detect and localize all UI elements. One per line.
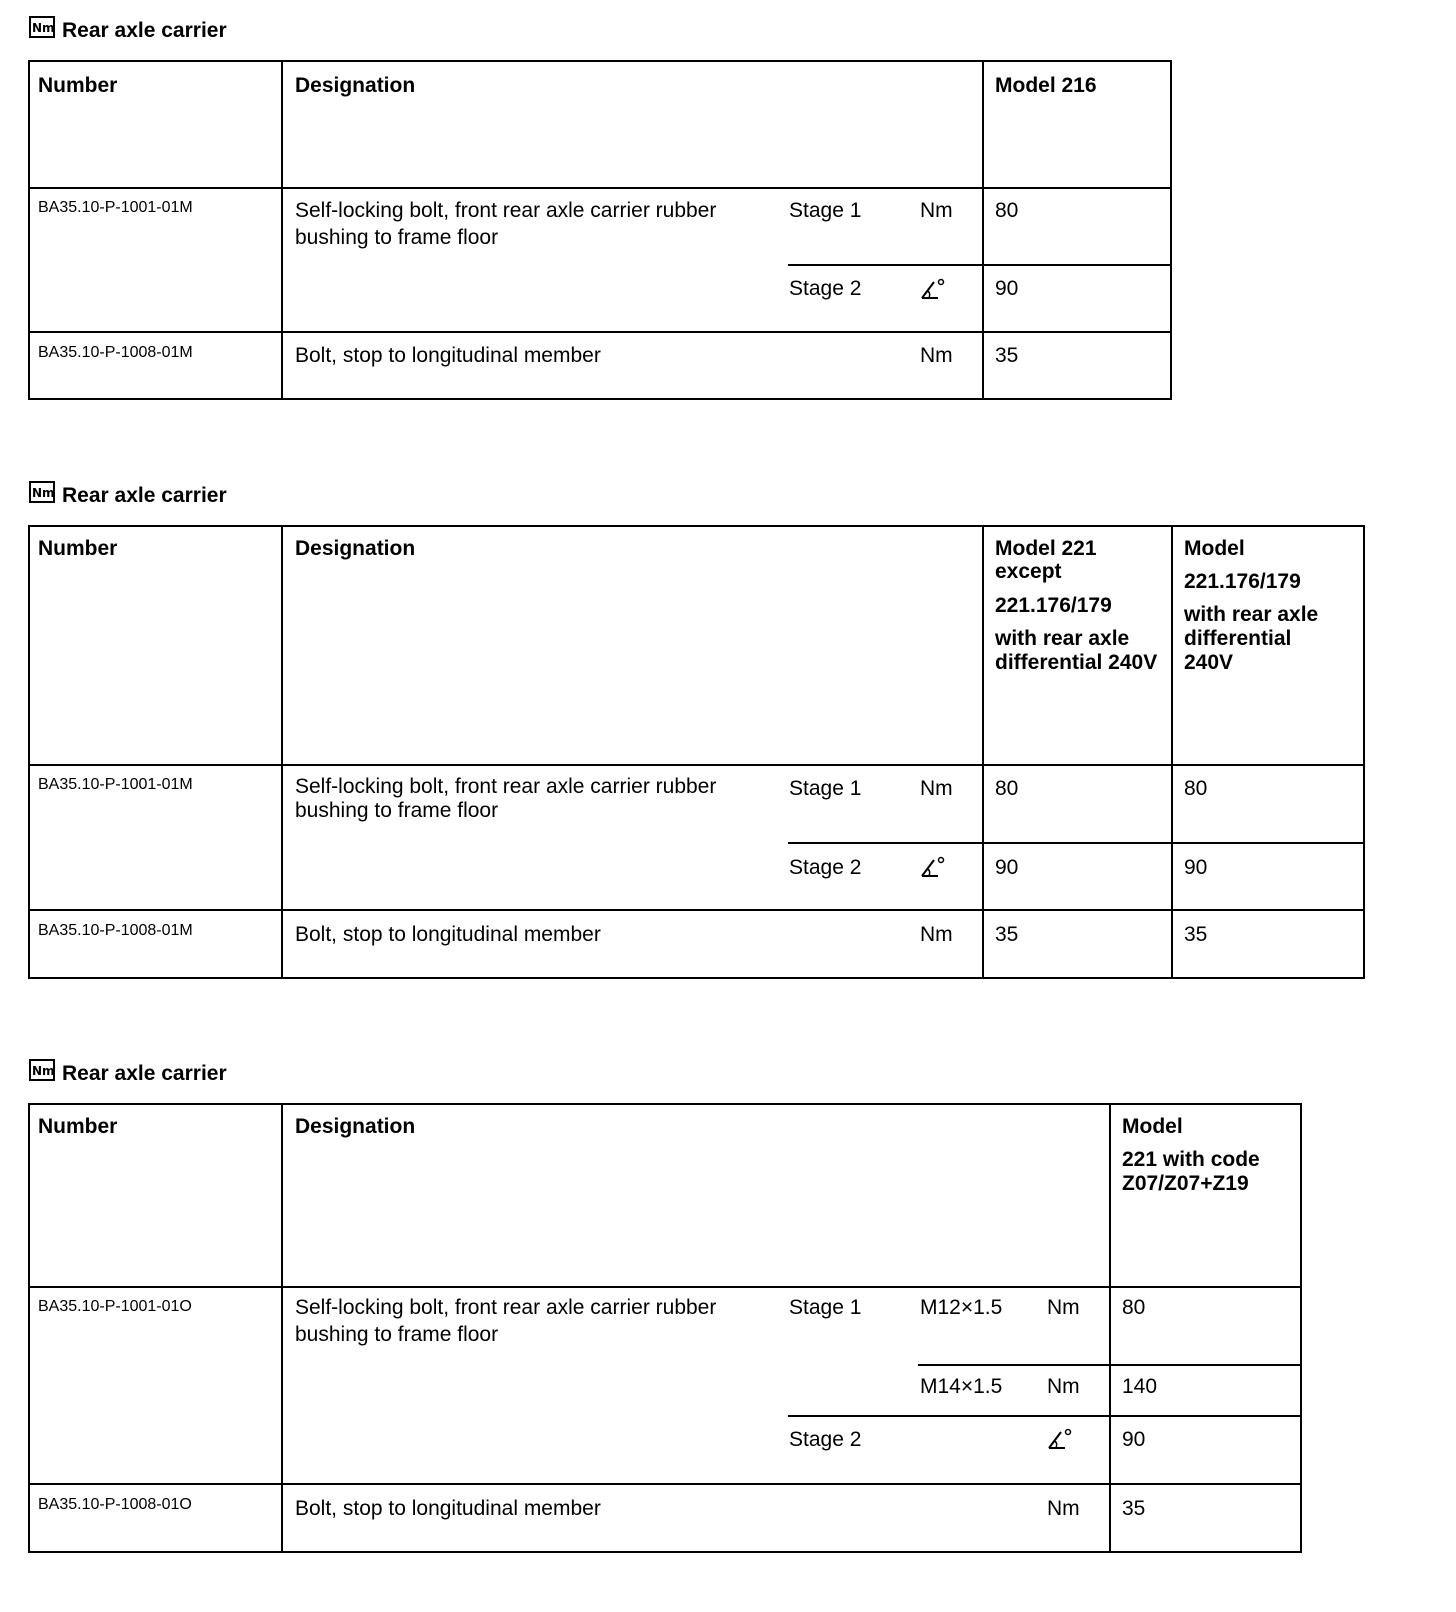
header-model-line: 221.176/179 <box>995 594 1112 617</box>
header-model-line: Model <box>1122 1115 1183 1138</box>
svg-text:Nm: Nm <box>32 21 55 35</box>
section-title: Rear axle carrier <box>62 1062 227 1085</box>
nm-icon <box>29 1059 55 1081</box>
svg-text:Nm: Nm <box>32 486 55 500</box>
section-2-heading <box>29 481 227 511</box>
row-designation: Self-locking bolt, front rear axle carrier rubber bushing to frame floor <box>295 199 717 249</box>
header-model-line: with rear axle <box>995 627 1130 650</box>
row-designation: Self-locking bolt, front rear axle carrier rubber bushing to frame floor <box>295 1296 717 1346</box>
header-model-line: Model <box>1184 537 1245 560</box>
row-number: BA35.10-P-1008-01O <box>38 1496 192 1513</box>
stage-label: Stage 2 <box>789 856 862 879</box>
header-model-line: 240V <box>1184 651 1234 674</box>
torque-value: 80 <box>995 199 1019 222</box>
unit-nm: Nm <box>1047 1497 1080 1520</box>
angle-degree-icon <box>1047 1425 1073 1452</box>
header-model: Model 216 <box>995 74 1097 97</box>
header-designation: Designation <box>295 74 416 97</box>
angle-value: 90 <box>1122 1428 1146 1451</box>
svg-text:Nm: Nm <box>32 1064 55 1078</box>
thread-size: M14×1.5 <box>920 1375 1003 1398</box>
thread-size: M12×1.5 <box>920 1296 1003 1319</box>
header-model-line: Z07/Z07+Z19 <box>1122 1172 1249 1195</box>
unit-nm: Nm <box>1047 1296 1080 1319</box>
torque-value: 140 <box>1122 1375 1158 1398</box>
unit-nm: Nm <box>1047 1375 1080 1398</box>
header-model-line: except <box>995 560 1062 583</box>
section-1-heading <box>29 16 227 46</box>
header-model-line: Model 221 <box>995 537 1097 560</box>
nm-icon <box>29 16 55 38</box>
row-designation: Self-locking bolt, front rear axle carrier rubber bushing to frame floor <box>295 775 717 822</box>
torque-value: 35 <box>1184 923 1208 946</box>
section-title: Rear axle carrier <box>62 484 227 507</box>
nm-icon <box>29 481 55 503</box>
header-designation: Designation <box>295 537 416 560</box>
header-model-line: differential 240V <box>995 651 1158 674</box>
header-number: Number <box>38 74 118 97</box>
stage-label: Stage 1 <box>789 1296 862 1319</box>
angle-value: 90 <box>1184 856 1208 879</box>
unit-nm: Nm <box>920 199 953 222</box>
header-number: Number <box>38 537 118 560</box>
angle-degree-icon <box>920 853 946 880</box>
angle-degree-icon <box>920 275 946 302</box>
header-number: Number <box>38 1115 118 1138</box>
header-model-line: with rear axle <box>1184 603 1319 626</box>
section-title: Rear axle carrier <box>62 19 227 42</box>
stage-label: Stage 2 <box>789 277 862 300</box>
torque-value: 80 <box>1122 1296 1146 1319</box>
row-number: BA35.10-P-1008-01M <box>38 922 193 939</box>
section-3-heading <box>29 1059 227 1089</box>
header-model-line: differential <box>1184 627 1292 650</box>
header-model-line: 221.176/179 <box>1184 570 1301 593</box>
unit-nm: Nm <box>920 777 953 800</box>
torque-value: 35 <box>1122 1497 1146 1520</box>
row-number: BA35.10-P-1001-01M <box>38 199 193 216</box>
angle-value: 90 <box>995 856 1019 879</box>
unit-nm: Nm <box>920 923 953 946</box>
torque-value: 80 <box>1184 777 1208 800</box>
stage-label: Stage 1 <box>789 199 862 222</box>
row-designation: Bolt, stop to longitudinal member <box>295 923 601 946</box>
row-designation: Bolt, stop to longitudinal member <box>295 344 601 367</box>
row-designation: Bolt, stop to longitudinal member <box>295 1497 601 1520</box>
row-number: BA35.10-P-1001-01O <box>38 1298 192 1315</box>
angle-value: 90 <box>995 277 1019 300</box>
header-model-line: 221 with code <box>1122 1148 1260 1171</box>
row-number: BA35.10-P-1008-01M <box>38 344 193 361</box>
header-designation: Designation <box>295 1115 416 1138</box>
stage-label: Stage 2 <box>789 1428 862 1451</box>
torque-value: 80 <box>995 777 1019 800</box>
stage-label: Stage 1 <box>789 777 862 800</box>
row-number: BA35.10-P-1001-01M <box>38 776 193 793</box>
unit-nm: Nm <box>920 344 953 367</box>
torque-value: 35 <box>995 923 1019 946</box>
torque-value: 35 <box>995 344 1019 367</box>
